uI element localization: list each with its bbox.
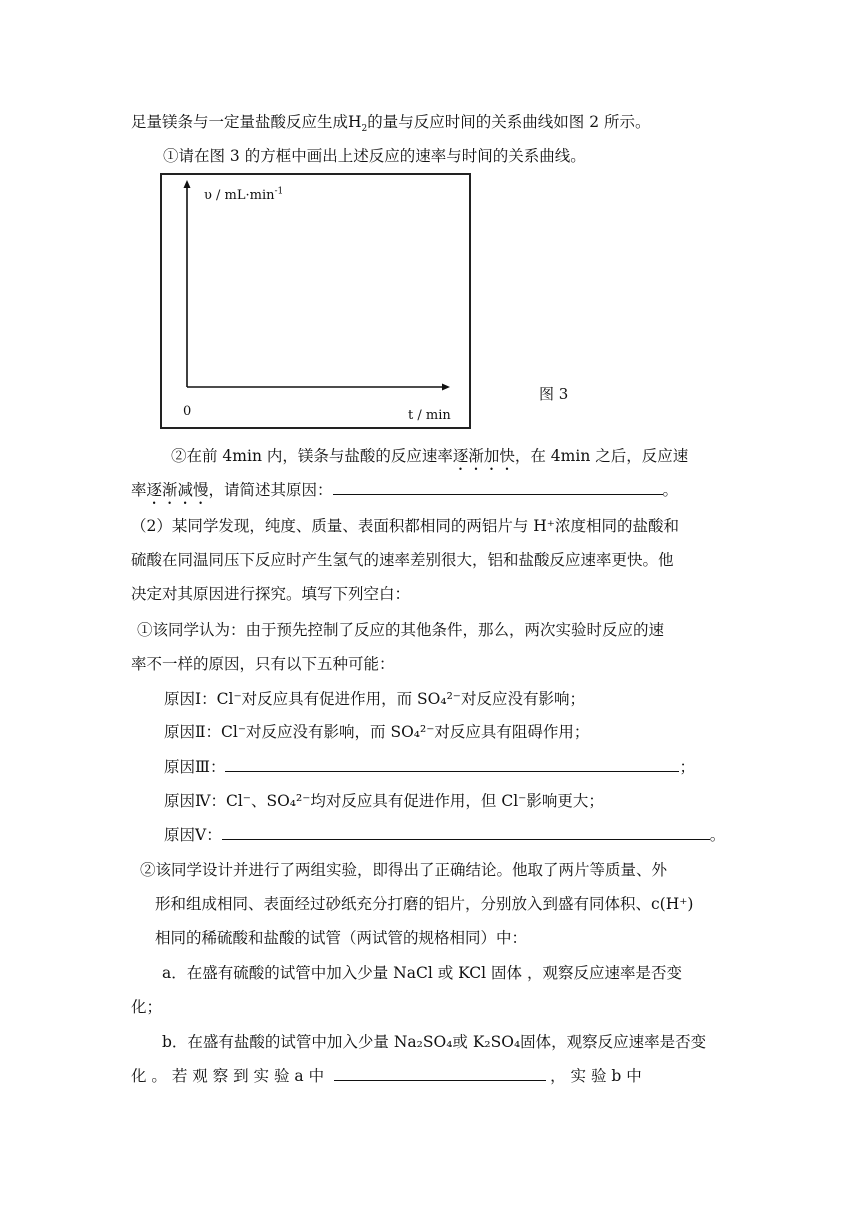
x-axis-label: t / min: [408, 408, 451, 423]
experiment-a-observation-blank[interactable]: [334, 1066, 546, 1081]
part2-line1: （2）某同学发现，纯度、质量、表面积都相同的两铝片与 H⁺浓度相同的盐酸和: [131, 517, 679, 535]
x-axis-arrow: [442, 384, 450, 391]
q2-text-a: ②在前 4min 内，镁条与盐酸的反应速率: [171, 447, 453, 465]
part2-line2: 硫酸在同温同压下反应时产生氢气的速率差别很大，铝和盐酸反应速率更快。他: [131, 551, 674, 569]
reason-5-label: 原因Ⅴ：: [164, 826, 222, 844]
point2-line2: 形和组成相同、表面经过砂纸充分打磨的铝片，分别放入到盛有同体积、c(H⁺): [155, 895, 694, 913]
reason-4: 原因Ⅳ：Cl⁻、SO₄²⁻均对反应具有促进作用，但 Cl⁻影响更大；: [164, 792, 604, 810]
part2-line3: 决定对其原因进行探究。填写下列空白：: [131, 585, 411, 603]
h2-formula: [348, 113, 368, 135]
reason-2: 原因Ⅱ：Cl⁻对反应没有影响，而 SO₄²⁻对反应具有阻碍作用；: [164, 723, 590, 741]
q2-emphasis-2: 逐渐减慢: [146, 481, 209, 499]
experiment-b-line1: b．在盛有盐酸的试管中加入少量 Na₂SO₄或 K₂SO₄固体，观察反应速率是否变: [162, 1033, 707, 1051]
point2-line3: 相同的稀硫酸和盐酸的试管（两试管的规格相同）中：: [155, 929, 528, 947]
figure3-axes: [162, 175, 469, 427]
intro-line: [131, 112, 651, 135]
reason-3-label: 原因Ⅲ：: [164, 758, 226, 776]
experiment-a-line1: a．在盛有硫酸的试管中加入少量 NaCl 或 KCl 固体 ，观察反应速率是否变: [162, 964, 682, 982]
h2-symbol: H: [348, 113, 362, 131]
point2-line1: ②该同学设计并进行了两组实验，即得出了正确结论。他取了两片等质量、外: [140, 861, 668, 879]
q2-text-b: ，在 4min 之后，反应速: [514, 447, 689, 465]
reason-1: 原因Ⅰ：Cl⁻对反应具有促进作用，而 SO₄²⁻对反应没有影响；: [164, 690, 585, 708]
question-2-line1: [171, 446, 688, 474]
reason-3: [164, 757, 695, 777]
reason-3-blank[interactable]: [225, 757, 679, 772]
y-axis-label-sup: -1: [274, 186, 284, 197]
point1-line2: 率不一样的原因，只有以下五种可能：: [131, 655, 395, 673]
experiment-b-line2: [131, 1066, 642, 1086]
experiment-b-text-a: 化 。 若 观 察 到 实 验 a 中: [131, 1067, 325, 1085]
q2-emphasis-1: 逐渐加快: [452, 447, 515, 465]
q2-text-d: ，请简述其原因：: [208, 481, 333, 499]
y-axis-label-text: υ / mL·min: [204, 188, 275, 203]
figure3-caption: 图 3: [539, 385, 569, 403]
question-1: ①请在图 3 的方框中画出上述反应的速率与时间的关系曲线。: [163, 147, 586, 165]
h2-subscript: 2: [361, 124, 368, 135]
reason-3-end: ；: [679, 758, 695, 776]
q2-text-end: 。: [662, 481, 679, 499]
origin-label: 0: [183, 404, 192, 419]
reason-5-blank[interactable]: [222, 825, 710, 840]
y-axis-label: [204, 188, 283, 203]
experiment-b-text-b: ， 实 验 b 中: [550, 1067, 642, 1085]
y-axis-arrow: [184, 180, 191, 188]
q2-text-c: 率: [131, 481, 147, 499]
intro-text-end: 的量与反应时间的关系曲线如图 2 所示。: [367, 113, 651, 131]
experiment-a-line2: 化；: [131, 998, 163, 1016]
point1-line1: ①该同学认为：由于预先控制了反应的其他条件，那么，两次实验时反应的速: [137, 621, 665, 639]
question-2-line2: [131, 480, 678, 508]
q2-answer-blank[interactable]: [333, 480, 663, 495]
reason-5-end: 。: [709, 826, 726, 844]
reason-5: [164, 825, 725, 845]
figure3-box: [160, 173, 471, 429]
intro-text: 足量镁条与一定量盐酸反应生成: [131, 113, 349, 131]
